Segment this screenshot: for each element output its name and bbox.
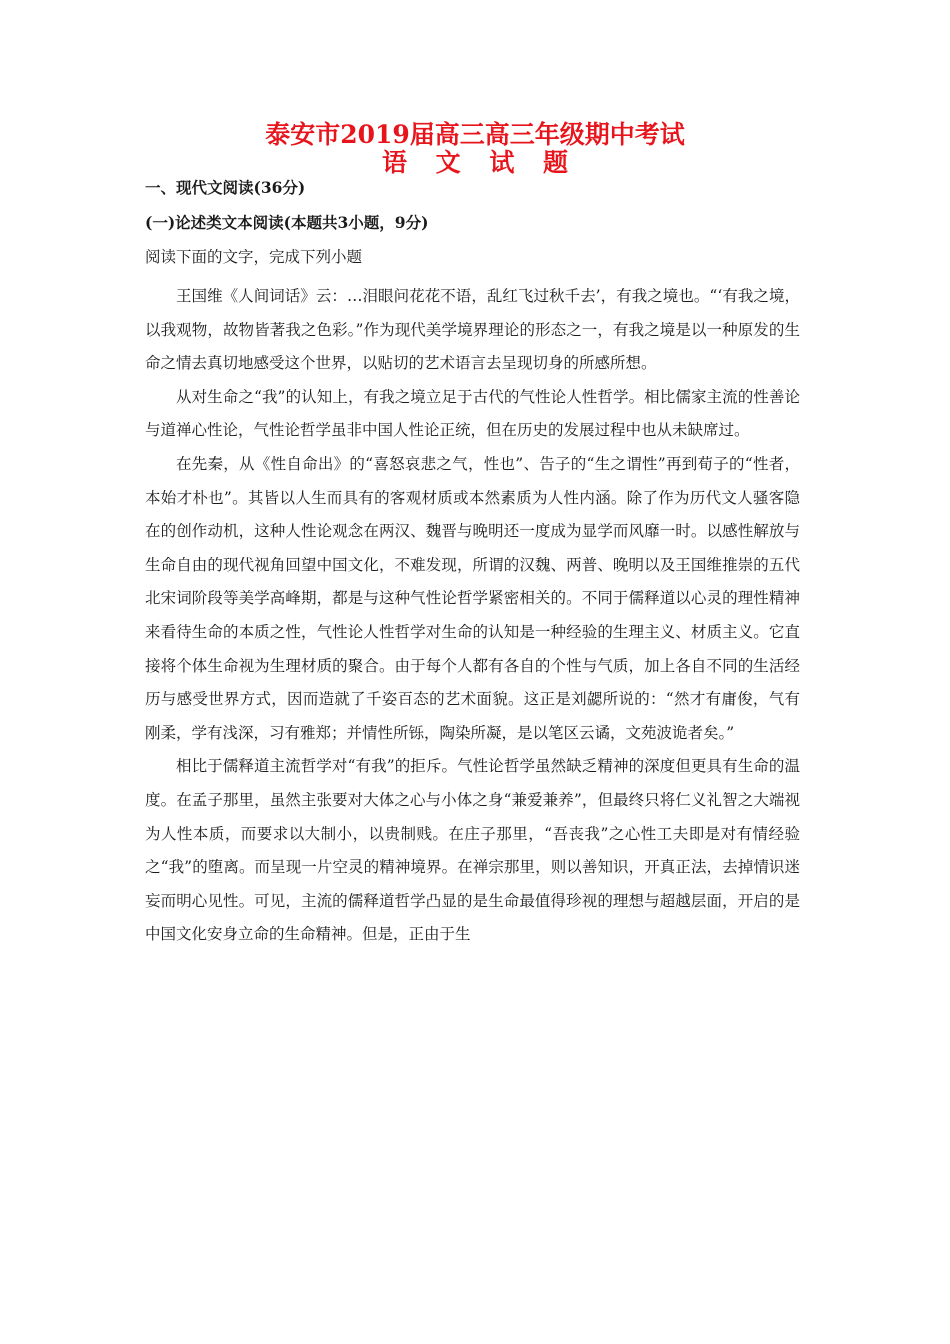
passage-paragraph-2: 从对生命之“我”的认知上，有我之境立足于古代的气性论人性哲学。相比儒家主流的性善论与道禅心性论，气性论哲学虽非中国人性论正统，但在历史的发展过程中也从未缺席过。	[145, 387, 800, 440]
passage-paragraph-3: 在先秦，从《性自命出》的“喜怒哀悲之气，性也”、告子的“生之谓性”再到荀子的“性者，本始才朴也”。其皆以人生而具有的客观材质或本然素质为人性内涵。除了作为历代文人骚客隐在的创作动机，这种人性论观念在两汉、魏晋与晚明还一度成为显学而风靡一时。以感性解放与生命自由的现代视角回望中国文化，不难发现，所谓的汉魏、两普、晚明以及王国维推崇的五代北宋词阶段等美学高峰期，都是与这种气性论哲学紧密相关的。不同于儒释道以心灵的理性精神来看待生命的本质之性，气性论人性哲学对生命的认知是一种经验的生理主义、材质主义。它直接将个体生命视为生理材质的聚合。由于每个人都有各自的个性与气质，加上各自不同的生活经历与感受世界方式，因而造就了千姿百态的艺术面貌。这正是刘勰所说的：“然才有庸俊，气有刚柔，学有浅深，习有雅郑；并情性所铄，陶染所凝，是以笔区云谲，文苑波诡者矣。”	[145, 454, 800, 742]
reading-instruction: 阅读下面的文字，完成下列小题	[145, 248, 363, 266]
passage-paragraph-1: 王国维《人间词话》云：…泪眼问花花不语，乱红飞过秋千去’，有我之境也。“‘有我之境，以我观物，故物皆著我之色彩。”作为现代美学境界理论的形态之一，有我之境是以一种原发的生命之情去真切地感受这个世界，以贴切的艺术语言去呈现切身的所感所想。	[145, 287, 800, 373]
section-heading: 一、现代文阅读(36分)	[145, 178, 306, 197]
passage-paragraph-4: 相比于儒释道主流哲学对“有我”的拒斥。气性论哲学虽然缺乏精神的深度但更具有生命的温度。在孟子那里，虽然主张要对大体之心与小体之身“兼爱兼养”，但最终只将仁义礼智之大端视为人性本质，而要求以大制小，以贵制贱。在庄子那里，“吾丧我”之心性工夫即是对有情经验之“我”的堕离。而呈现一片空灵的精神境界。在禅宗那里，则以善知识，开真正法，去掉情识迷妄而明心见性。可见，主流的儒释道哲学凸显的是生命最值得珍视的理想与超越层面，开启的是中国文化安身立命的生命精神。但是，正由于生	[145, 757, 800, 944]
exam-subject-title: 语 文 试 题	[381, 148, 579, 177]
subsection-heading: (一)论述类文本阅读(本题共3小题，9分)	[145, 213, 429, 232]
reading-passage	[145, 280, 800, 952]
exam-title: 泰安市2019届高三高三年级期中考试	[265, 120, 685, 149]
